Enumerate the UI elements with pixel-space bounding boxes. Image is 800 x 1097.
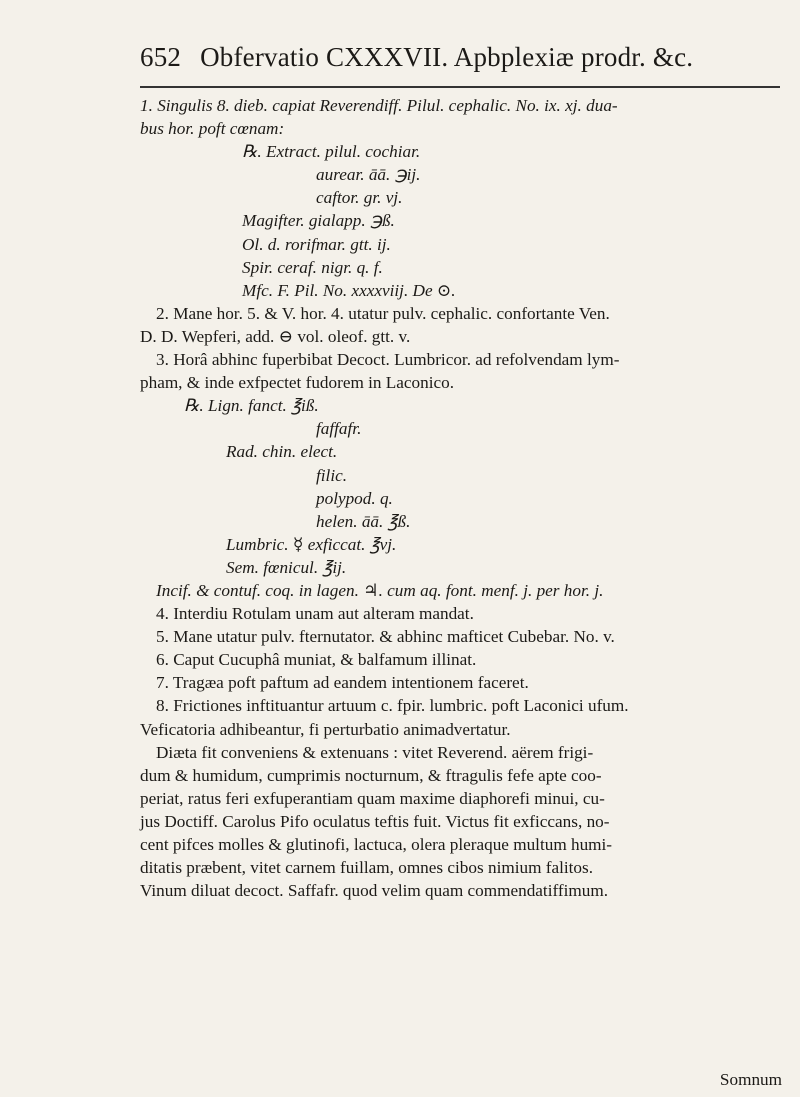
catchword: Somnum	[719, 1070, 782, 1089]
recipe-line: Mfc. F. Pil. No. xxxxviij. De ⊙.	[242, 280, 456, 300]
text-line: Diæta fit conveniens & extenuans : vitet Reverend. aërem frigi-	[156, 742, 594, 762]
recipe-line: ℞. Extract. pilul. cochiar.	[242, 142, 421, 162]
recipe-line: Ol. d. rorifmar. gtt. ij.	[242, 234, 391, 254]
text-line: jus Doctiff. Carolus Pifo oculatus teftis fuit. Victus fit exficcans, no-	[140, 811, 610, 831]
recipe-line: ℞. Lign. fanct. ℥iß.	[184, 396, 319, 416]
text-line: periat, ratus feri exfuperantiam quam maxime diaphorefi minui, cu-	[140, 788, 605, 808]
text-line: Vinum diluat decoct. Saffafr. quod velim quam commendatiffimum.	[140, 881, 609, 901]
text-line: ditatis præbent, vitet carnem fuillam, omnes cibos nimium falitos.	[140, 858, 594, 878]
text-line: 3. Horâ abhinc fuperbibat Decoct. Lumbricor. ad refolvendam lym-	[156, 350, 620, 370]
text-line: 7. Tragæa poft paftum ad eandem intentionem faceret.	[156, 673, 529, 693]
text-line: bus hor. poft cœnam:	[140, 119, 285, 139]
text-line: pham, & inde exfpectet fudorem in Laconico.	[140, 373, 455, 393]
recipe-line: Rad. chin. elect.	[226, 442, 338, 462]
recipe-line: aurear. āā. ℈ij.	[316, 165, 421, 185]
running-header	[140, 42, 780, 73]
text-line: 5. Mane utatur pulv. fternutator. & abhinc mafticet Cubebar. No. v.	[156, 627, 615, 647]
text-line: Veficatoria adhibeantur, fi perturbatio animadvertatur.	[140, 719, 511, 739]
text-line: 1. Singulis 8. dieb. capiat Reverendiff. Pilul. cephalic. No. ix. xj. dua-	[140, 96, 618, 115]
header-rule	[140, 86, 780, 88]
text-line: cent pifces molles & glutinofi, lactuca, olera pleraque multum humi-	[140, 835, 613, 854]
text-line: Incif. & contuf. coq. in lagen. ♃. cum aq. font. menf. j. per hor. j.	[156, 580, 604, 600]
text-line: D. D. Wepferi, add. ⊖ vol. oleof. gtt. v.	[140, 326, 411, 346]
recipe-line: filic.	[316, 465, 348, 485]
text-line: 8. Frictiones inftituantur artuum c. fpir. lumbric. poft Laconici ufum.	[156, 696, 629, 716]
recipe-line: faffafr.	[316, 419, 362, 439]
recipe-line: polypod. q.	[316, 488, 393, 508]
page-number: 652	[140, 42, 182, 72]
recipe-line: Magifter. gialapp. ℈ß.	[242, 211, 395, 231]
page-body	[140, 94, 782, 902]
recipe-line: Lumbric. ☿ exficcat. ℥vj.	[226, 534, 397, 554]
recipe-line: helen. āā. ℥ß.	[316, 511, 411, 531]
text-line: 6. Caput Cucuphâ muniat, & balfamum illinat.	[156, 650, 477, 670]
text-line: 2. Mane hor. 5. & V. hor. 4. utatur pulv. cephalic. confortante Ven.	[156, 303, 610, 323]
text-line: 4. Interdiu Rotulam unam aut alteram mandat.	[156, 604, 474, 624]
recipe-line: Sem. fœnicul. ℥ij.	[226, 557, 347, 577]
running-title: Obfervatio CXXXVII. Apbplexiæ prodr. &c.	[200, 42, 694, 72]
text-line: dum & humidum, cumprimis nocturnum, & ftragulis fefe apte coo-	[140, 765, 602, 785]
recipe-line: Spir. ceraf. nigr. q. f.	[242, 257, 383, 277]
recipe-line: caftor. gr. vj.	[316, 188, 403, 208]
